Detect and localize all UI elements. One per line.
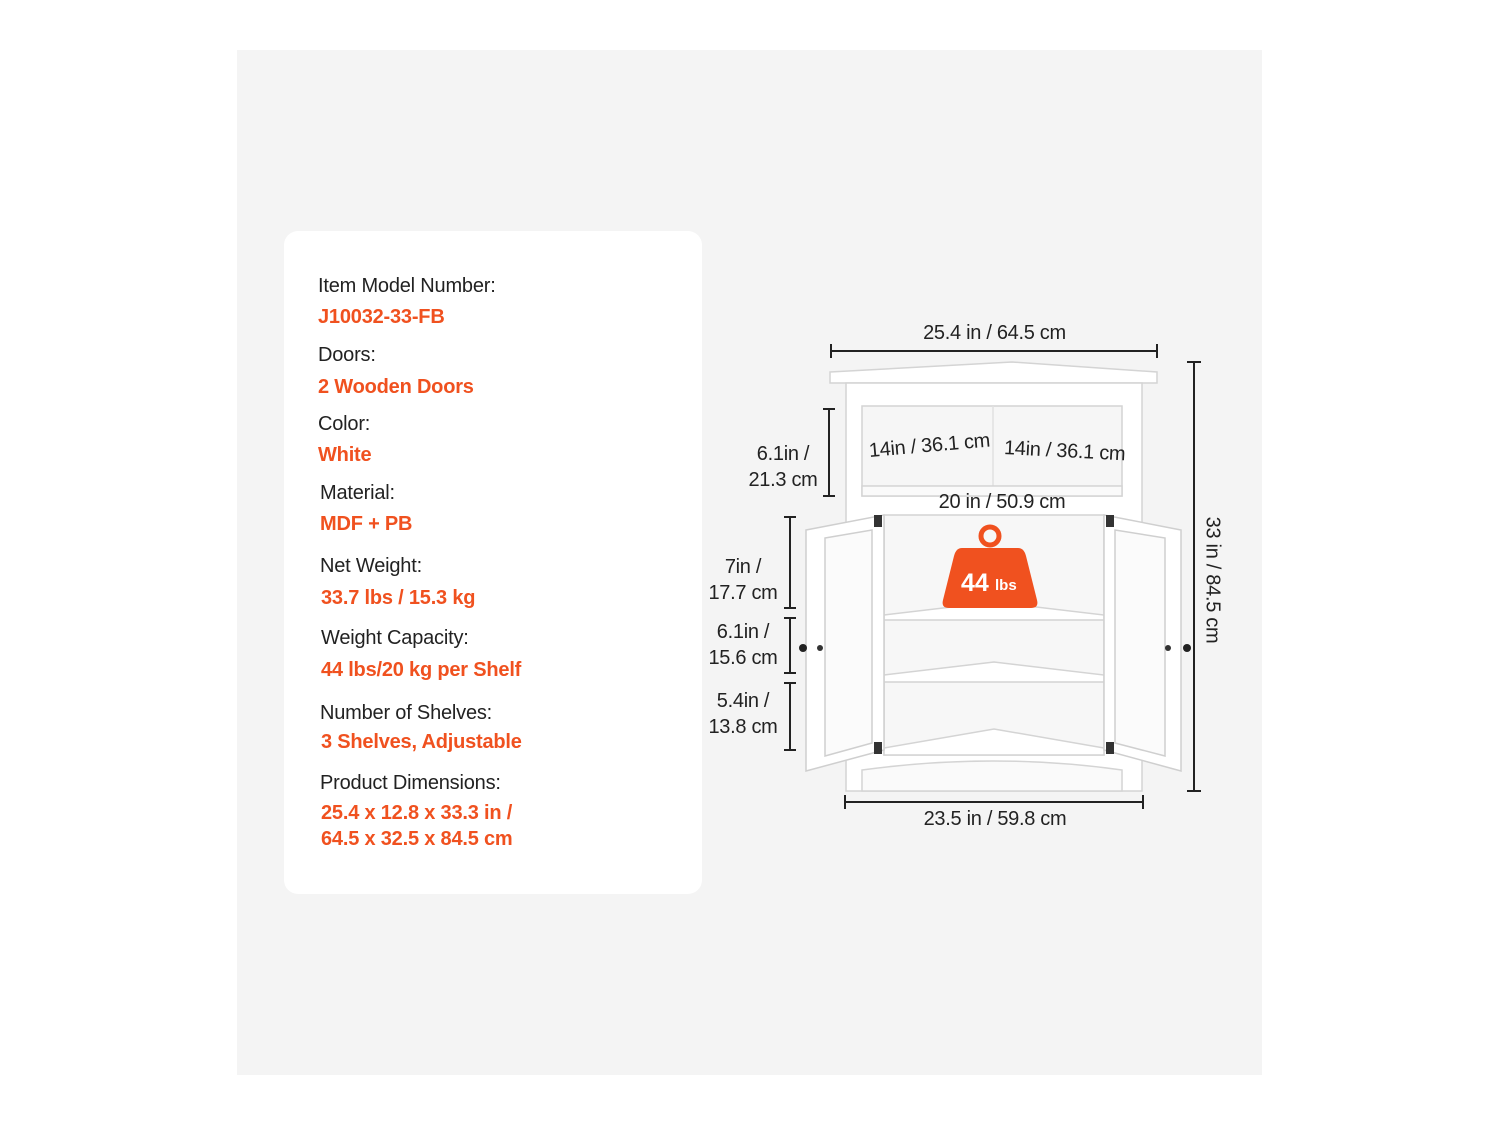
dim-bottom-width: 23.5 in / 59.8 cm bbox=[923, 808, 1067, 830]
dim-top-width: 25.4 in / 64.5 cm bbox=[923, 322, 1066, 344]
spec-doors-label: Doors: bbox=[318, 344, 376, 366]
dim-top-section-height-line2: 21.3 cm bbox=[748, 469, 818, 491]
spec-material-value: MDF + PB bbox=[320, 513, 413, 535]
spec-material-label: Material: bbox=[320, 482, 395, 504]
dim-total-height: 33 in / 84.5 cm bbox=[1201, 516, 1224, 644]
weight-badge-unit: lbs bbox=[995, 577, 1017, 594]
spec-net-weight-label: Net Weight: bbox=[320, 555, 422, 577]
spec-shelves-label: Number of Shelves: bbox=[320, 702, 493, 724]
dim-top-section-height bbox=[738, 441, 828, 493]
dim-shelf2-height bbox=[700, 619, 786, 671]
spec-capacity-value: 44 lbs/20 kg per Shelf bbox=[321, 659, 522, 681]
dim-inner-width: 20 in / 50.9 cm bbox=[938, 491, 1066, 513]
spec-dimensions-value-line2: 64.5 x 32.5 x 84.5 cm bbox=[321, 828, 513, 850]
spec-capacity-label: Weight Capacity: bbox=[321, 627, 469, 649]
spec-model-label: Item Model Number: bbox=[318, 275, 496, 297]
right-door bbox=[1104, 515, 1181, 771]
dim-shelf1-height-line2: 17.7 cm bbox=[708, 582, 778, 604]
dim-side-right: 14in / 36.1 cm bbox=[1003, 437, 1126, 466]
weight-badge-number: 44 bbox=[961, 569, 989, 597]
dim-shelf2-height-line1: 6.1in / bbox=[716, 621, 770, 643]
spec-color-value: White bbox=[318, 444, 372, 466]
spec-net-weight-value: 33.7 lbs / 15.3 kg bbox=[321, 587, 476, 609]
spec-shelves-value: 3 Shelves, Adjustable bbox=[321, 731, 522, 753]
dim-shelf3-height-line1: 5.4in / bbox=[716, 690, 770, 712]
dim-shelf2-height-line2: 15.6 cm bbox=[708, 647, 778, 669]
dim-shelf1-height-line1: 7in / bbox=[724, 556, 762, 578]
spec-color-label: Color: bbox=[318, 413, 371, 435]
spec-dimensions-label: Product Dimensions: bbox=[320, 772, 501, 794]
spec-doors-value: 2 Wooden Doors bbox=[318, 376, 474, 398]
dim-top-section-height-line1: 6.1in / bbox=[756, 443, 810, 465]
dim-shelf3-height-line2: 13.8 cm bbox=[708, 716, 778, 738]
spec-model-value: J10032-33-FB bbox=[318, 306, 445, 328]
left-door bbox=[806, 515, 884, 771]
dim-shelf3-height bbox=[700, 688, 786, 740]
dim-shelf1-height bbox=[700, 554, 786, 606]
spec-dimensions-value-line1: 25.4 x 12.8 x 33.3 in / bbox=[321, 802, 513, 824]
dim-side-left: 14in / 36.1 cm bbox=[867, 429, 991, 462]
